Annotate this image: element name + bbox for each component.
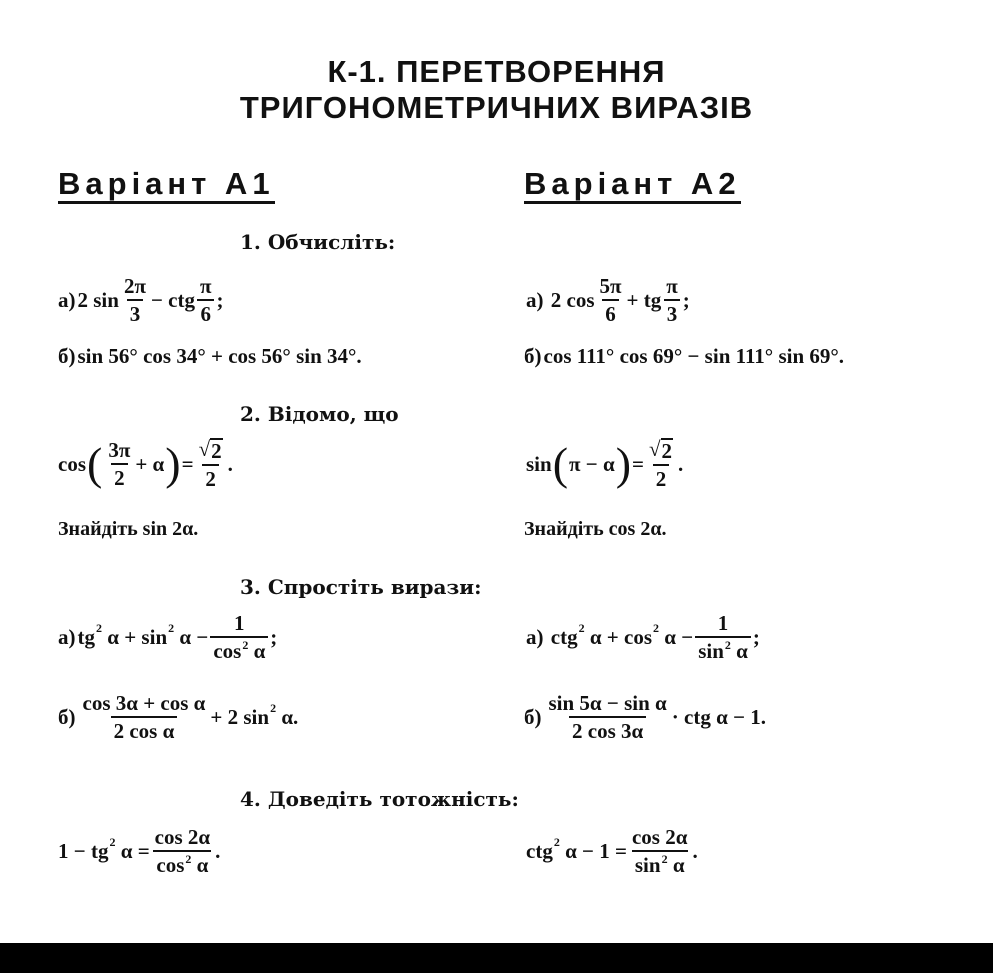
fraction: $\frac{\text{cos 3α + cos α}}{\text{2 cos α}}$ — [82, 691, 206, 744]
a2-task3-b: б) $\frac{\text{sin 5α − sin α}}{2 \cos 3\alpha}$ · ctg α − 1. — [524, 691, 767, 744]
superscript-2: 2 — [724, 638, 731, 653]
a1-task3-a: а) tg 2 α + sin 2 α − $\frac{1}{\cos^2 \alpha}$ ; — [58, 611, 278, 664]
title-line-1: К-1. ПЕРЕТВОРЕННЯ — [327, 54, 666, 89]
a1-task4: 1 − tg 2 α = $\frac{\cos 2\alpha}{\cos^2 \alpha}$ . — [58, 825, 221, 878]
superscript-2: 2 — [242, 638, 249, 653]
task-1-heading: 1. Обчисліть: — [240, 230, 396, 254]
a1-task1-a: а) 2 sin $\frac{2\pi}{3}$ − ctg $\frac{\pi}{6}$ ; — [58, 274, 224, 327]
superscript-2: 2 — [661, 852, 668, 867]
fraction: $\frac{\cos 2\alpha}{\cos^2 \alpha}$ — [154, 825, 211, 878]
task-4-heading: 4. Доведіть тотожність: — [240, 787, 519, 811]
superscript-2: 2 — [168, 621, 175, 636]
fraction: $\frac{1}{\cos^2 \alpha}$ — [210, 612, 268, 662]
a2-task2-find: Знайдіть cos 2α. — [524, 518, 667, 540]
fraction: $\frac{\pi}{6}$ — [197, 275, 215, 325]
a1-task2-given: cos ( $\frac{3\pi}{2}$ + α ) = √ 2 2 . — [58, 437, 233, 492]
task-3-heading: 3. Спростіть вирази: — [240, 575, 482, 599]
fraction: √ 2 2 — [198, 437, 222, 492]
fraction: $\frac{1}{\sin^2 \alpha}$ — [695, 612, 751, 662]
superscript-2: 2 — [185, 852, 192, 867]
fraction: $\frac{3\pi}{2}$ — [108, 438, 131, 491]
superscript-2: 2 — [96, 621, 102, 636]
a2-task3-a: а) ctg 2 α + cos 2 α − $\frac{1}{\sin^2 \alpha}$ ; — [526, 611, 760, 664]
title-line-2: ТРИГОНОМЕТРИЧНИХ ВИРАЗІВ — [239, 90, 754, 125]
fraction: $\frac{\cos 2\alpha}{\sin^2 \alpha}$ — [631, 825, 688, 878]
a2-task1-b: б) cos 111° cos 69° − sin 111° sin 69°. — [524, 344, 845, 368]
bottom-black-bar — [0, 943, 993, 973]
a1-task1-b: б) sin 56° cos 34° + cos 56° sin 34°. — [58, 344, 362, 368]
task-2-heading: 2. Відомо, що — [240, 402, 399, 426]
superscript-2: 2 — [653, 621, 660, 636]
fraction: $\frac{5\pi}{6}$ — [599, 274, 622, 327]
fraction: $\frac{\pi}{3}$ — [663, 275, 681, 325]
fraction: √ 2 2 — [649, 437, 673, 492]
superscript-2: 2 — [270, 701, 277, 716]
parenthesis: ( — [552, 438, 569, 490]
fraction: $\frac{2\pi}{3}$ — [123, 274, 146, 327]
parenthesis: ( — [87, 438, 103, 490]
superscript-2: 2 — [109, 835, 116, 850]
superscript-2: 2 — [578, 621, 585, 636]
variant-a2-heading: Варіант А2 — [524, 168, 741, 204]
a1-task2-find: Знайдіть sin 2α. — [58, 518, 199, 540]
a2-task4: ctg 2 α − 1 = $\frac{\cos 2\alpha}{\sin^2 \alpha}$ . — [526, 825, 698, 878]
parenthesis: ) — [615, 438, 632, 490]
superscript-2: 2 — [553, 835, 560, 850]
a2-task2-given: sin ( π − α ) = √ 2 2 . — [526, 437, 684, 492]
a1-task3-b: б) $\frac{\text{cos 3α + cos α}}{\text{2 cos α}}$ + 2 sin 2 α. — [58, 691, 299, 744]
fraction: $\frac{\text{sin 5α − sin α}}{2 \cos 3\alpha}$ — [548, 691, 667, 744]
parenthesis: ) — [165, 438, 181, 490]
variant-a1-heading: Варіант А1 — [58, 168, 275, 204]
a2-task1-a: а) 2 cos $\frac{5\pi}{6}$ + tg $\frac{\pi}{3}$ ; — [526, 274, 690, 327]
